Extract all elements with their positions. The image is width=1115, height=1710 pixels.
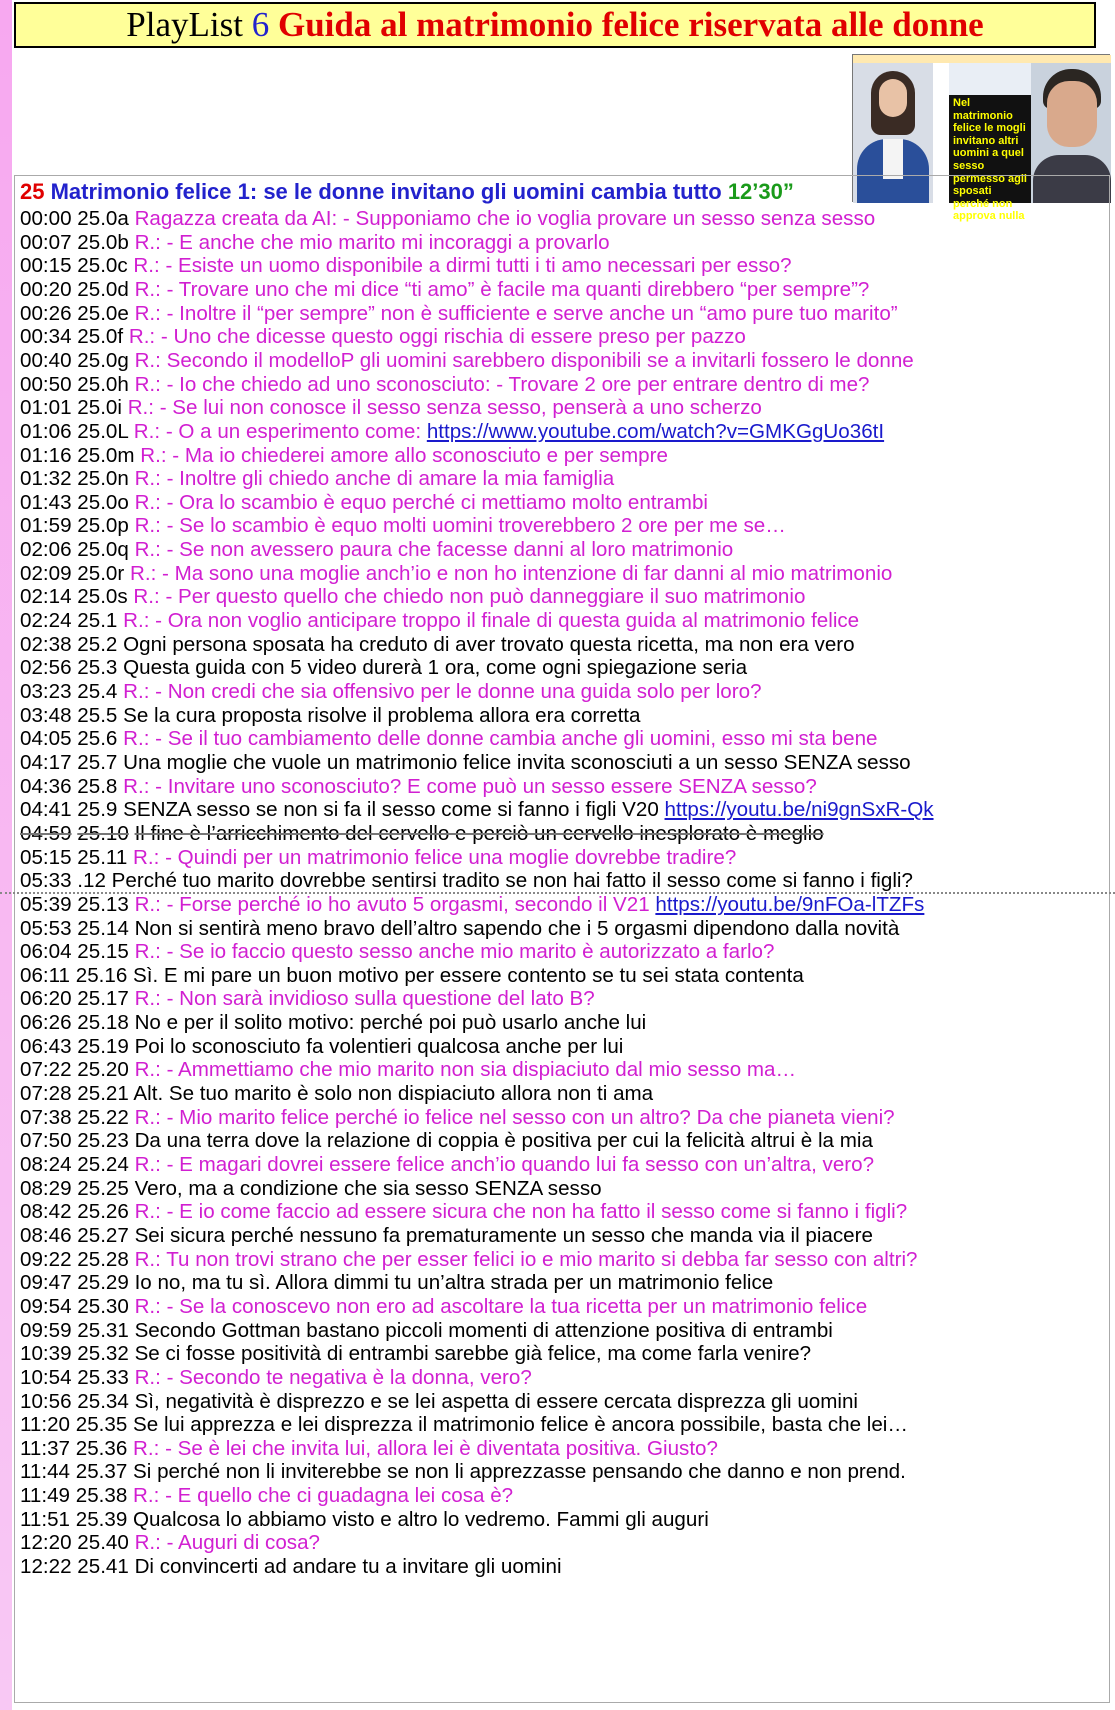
line-text: Di convincerti ad andare tu a invitare gli uomini (134, 1555, 562, 1579)
line-timestamp: 08:42 (20, 1200, 72, 1224)
transcript-line (20, 230, 1110, 255)
transcript-line (20, 443, 1110, 468)
line-code: 25.0r (77, 561, 125, 585)
transcript-line (20, 277, 1110, 302)
line-code: 25.4 (77, 680, 118, 703)
line-text: R.: - Se è lei che invita lui, allora lei è diventata positiva. Giusto? (133, 1436, 718, 1460)
line-code: 25.29 (77, 1271, 129, 1295)
line-code: 25.0L (77, 419, 129, 443)
transcript-line (20, 1483, 1110, 1508)
line-text: R.: - E magari dovrei essere felice anch’io quando lui fa sesso con un’altra, vero? (134, 1153, 875, 1176)
line-timestamp: 03:23 (20, 680, 72, 703)
line-code: 25.25 (77, 1176, 129, 1200)
line-timestamp: 08:29 (20, 1176, 72, 1200)
line-code: 25.7 (77, 750, 118, 774)
transcript-line (20, 1412, 1110, 1437)
transcript-line (20, 986, 1110, 1011)
line-text: Perché tuo marito dovrebbe sentirsi tradito se non hai fatto il sesso come si fanno i figli? (111, 869, 913, 893)
line-timestamp: 03:48 (20, 703, 72, 727)
line-text: R.: - E quello che ci guadagna lei cosa è? (133, 1484, 514, 1508)
man-face (1047, 81, 1097, 147)
title-number: 6 (251, 5, 270, 44)
line-timestamp: 07:50 (20, 1129, 72, 1153)
line-text: R.: - O a un esperimento come: (133, 419, 427, 443)
transcript-line (20, 1530, 1110, 1555)
line-text: Questa guida con 5 video durerà 1 ora, come ogni spiegazione seria (123, 656, 748, 680)
line-timestamp: 07:22 (20, 1058, 72, 1082)
line-text: Secondo Gottman bastano piccoli momenti di attenzione positiva di entrambi (134, 1318, 833, 1342)
transcript-line (20, 1105, 1110, 1130)
line-text: Sì. E mi pare un buon motivo per essere contento se tu sei stata contenta (133, 963, 804, 987)
line-timestamp: 00:34 (20, 325, 72, 349)
line-timestamp: 06:26 (20, 1011, 72, 1035)
transcript-line (20, 1223, 1110, 1248)
line-code: 25.31 (77, 1318, 129, 1342)
line-timestamp: 11:37 (20, 1436, 71, 1460)
transcript-line (20, 206, 1110, 231)
heading-text: Matrimonio felice 1: se le donne invitano gli uomini cambia tutto (50, 179, 722, 204)
transcript-line (20, 466, 1110, 491)
line-code: 25.32 (77, 1342, 129, 1366)
line-timestamp: 04:41 (20, 798, 72, 822)
line-timestamp: 12:22 (20, 1555, 72, 1579)
transcript-line (20, 726, 1110, 751)
line-timestamp: 02:24 (20, 609, 72, 633)
left-color-band (0, 0, 12, 1710)
transcript-line (20, 1057, 1110, 1082)
line-code: 25.14 (77, 916, 129, 940)
line-code: 25.0p (77, 514, 129, 538)
line-timestamp: 06:04 (20, 940, 72, 964)
heading-duration: 12’30” (727, 179, 794, 204)
line-timestamp: 04:05 (20, 727, 72, 751)
line-timestamp: 02:14 (20, 585, 72, 609)
title-prefix: PlayList (126, 5, 243, 44)
line-text: R.: - Mio marito felice perché io felice nel sesso con un altro? Da che pianeta vieni? (134, 1105, 895, 1129)
line-text: Non si sentirà meno bravo dell’altro sapendo che i 5 orgasmi dipendono dalla novità (134, 916, 900, 940)
line-text: R.: - Se non avessero paura che facesse danni al loro matrimonio (134, 538, 734, 562)
transcript-line (20, 608, 1110, 633)
line-code: 25.0m (77, 443, 135, 467)
line-text: Sì, negatività è disprezzo e se lei aspetta di essere cercata disprezza gli uomini (134, 1389, 859, 1413)
line-text: Qualcosa lo abbiamo visto e altro lo vedremo. Fammi gli auguri (133, 1507, 709, 1531)
transcript-line (20, 584, 1110, 609)
transcript-line (20, 324, 1110, 349)
line-text: R.: - Secondo te negativa è la donna, vero? (134, 1365, 532, 1389)
transcript-line (20, 537, 1110, 562)
video-link[interactable]: https://youtu.be/ni9gnSxR-Qk (664, 798, 934, 822)
transcript-line (20, 348, 1110, 373)
transcript-line (20, 797, 1110, 822)
line-code: 25.0f (77, 325, 124, 349)
transcript-line (20, 1081, 1110, 1106)
line-text: Ogni persona sposata ha creduto di aver trovato questa ricetta, ma non era vero (123, 632, 855, 656)
line-code: 25.35 (75, 1413, 128, 1437)
line-code: 25.36 (75, 1436, 128, 1460)
line-code: 25.33 (77, 1365, 129, 1389)
transcript-line (20, 1034, 1110, 1059)
line-code: 25.2 (77, 632, 118, 656)
line-text: R.: - Forse perché io ho avuto 5 orgasmi, secondo il V21 (134, 892, 656, 916)
line-text: R.: - Ma sono una moglie anch’io e non ho intenzione di far danni al mio matrimonio (129, 561, 893, 585)
line-code: 25.0i (77, 396, 122, 420)
line-timestamp: 08:24 (20, 1153, 72, 1176)
transcript-line (20, 1010, 1110, 1035)
line-code: 25.37 (75, 1460, 128, 1484)
transcript-line (20, 1176, 1110, 1201)
transcript-line (20, 1270, 1110, 1295)
transcript-line (20, 868, 1110, 893)
thumbnail-caption: Nel matrimonio felice le mogli invitano altri uomini a quel sesso permesso agli sposati perché non approva nulla (953, 97, 1027, 223)
transcript-line (20, 395, 1110, 420)
title-text: Guida al matrimonio felice riservata alle donne (277, 5, 984, 44)
line-timestamp: 11:20 (20, 1413, 71, 1437)
line-code: 25.0g (77, 348, 129, 372)
line-text: R.: - Se lo scambio è equo molti uomini troverebbero 2 ore per me se… (134, 514, 786, 538)
line-code: 25.41 (77, 1555, 129, 1579)
transcript-line (20, 821, 1110, 846)
line-code: 25.40 (77, 1531, 129, 1555)
line-code: 25.23 (77, 1129, 129, 1153)
line-timestamp: 04:17 (20, 750, 72, 774)
line-timestamp: 01:06 (20, 419, 72, 443)
transcript-line (20, 1318, 1110, 1343)
transcript-line (20, 301, 1110, 326)
line-code: 25.8 (77, 774, 118, 798)
video-link[interactable]: https://youtu.be/9nFOa-lTZFs (655, 892, 925, 916)
line-timestamp: 07:38 (20, 1105, 72, 1129)
line-text: R.: - Ammettiamo che mio marito non sia dispiaciuto dal mio sesso ma… (134, 1058, 797, 1082)
transcript-line (20, 490, 1110, 515)
line-code: 25.0n (77, 467, 129, 491)
line-timestamp: 06:20 (20, 987, 72, 1011)
line-code: 25.19 (77, 1034, 129, 1058)
line-code: 25.0q (77, 538, 129, 562)
transcript-line (20, 1365, 1110, 1390)
line-timestamp: 02:06 (20, 538, 72, 562)
line-text: Si perché non li inviterebbe se non li apprezzasse pensando che danno e non prend. (133, 1460, 906, 1484)
transcript-line (20, 703, 1110, 728)
line-code: 25.0a (77, 207, 129, 230)
transcript-line (20, 513, 1110, 538)
line-text: Se lui apprezza e lei disprezza il matrimonio felice è ancora possibile, basta che lei… (133, 1413, 908, 1437)
line-text: R.: - Esiste un uomo disponibile a dirmi tutti i ti amo necessari per esso? (133, 254, 792, 278)
transcript-line (20, 845, 1110, 870)
line-text: R.: - E io come faccio ad essere sicura che non ha fatto il sesso come si fanno i figli? (134, 1200, 908, 1224)
line-code: 25.11 (77, 845, 128, 869)
line-text: R.: - Non credi che sia offensivo per le donne una guida solo per loro? (123, 680, 762, 703)
line-timestamp: 10:56 (20, 1389, 72, 1413)
line-code: 25.9 (77, 798, 118, 822)
line-timestamp: 00:07 (20, 230, 72, 254)
line-text: R.: - Ma io chiederei amore allo sconosciuto e per sempre (140, 443, 668, 467)
line-timestamp: 11:51 (20, 1507, 71, 1531)
line-timestamp: 11:49 (20, 1484, 71, 1508)
line-timestamp: 09:59 (20, 1318, 72, 1342)
line-timestamp: 00:15 (20, 254, 72, 278)
line-timestamp: 04:36 (20, 774, 72, 798)
line-code: 25.24 (77, 1153, 129, 1176)
line-code: 25.0e (77, 301, 129, 325)
line-text: R.: - Se il tuo cambiamento delle donne cambia anche gli uomini, esso mi sta bene (123, 727, 878, 751)
transcript-line (20, 372, 1110, 397)
line-timestamp: 09:22 (20, 1247, 72, 1271)
line-code: 25.0o (77, 490, 129, 514)
page-title (14, 2, 1096, 48)
line-text: R.: - Inoltre gli chiedo anche di amare la mia famiglia (134, 467, 615, 491)
line-text: Il fine è l’arricchimento del cervello e perciò un cervello inesplorato è meglio (134, 821, 824, 845)
line-text: R.: - Se lui non conosce il sesso senza sesso, penserà a uno scherzo (127, 396, 762, 420)
dotted-separator (0, 892, 1115, 894)
thumbnail-top-strip (853, 55, 1111, 63)
line-timestamp: 11:44 (20, 1460, 71, 1484)
line-text: Vero, ma a condizione che sia sesso SENZA sesso (134, 1176, 602, 1200)
line-code: .12 (77, 869, 106, 893)
line-timestamp: 09:47 (20, 1271, 72, 1295)
line-text: Da una terra dove la relazione di coppia è positiva per cui la felicità altrui è la mia (134, 1129, 873, 1153)
line-text: Sei sicura perché nessuno fa prematuramente un sesso che manda via il piacere (134, 1223, 873, 1247)
transcript-line (20, 1199, 1110, 1224)
transcript-line (20, 253, 1110, 278)
line-text: R.: - Ora lo scambio è equo perché ci mettiamo molto entrambi (134, 490, 708, 514)
line-timestamp: 12:20 (20, 1531, 72, 1555)
transcript-line (20, 774, 1110, 799)
line-text: R.: - Ora non voglio anticipare troppo il finale di questa guida al matrimonio felice (123, 609, 860, 633)
line-timestamp: 04:59 (20, 821, 72, 845)
line-code: 25.0h (77, 372, 129, 396)
line-text: R.: Secondo il modelloP gli uomini sarebbero disponibili se a invitarli fossero le donne (134, 348, 914, 372)
transcript-line (20, 750, 1110, 775)
transcript-line (20, 916, 1110, 941)
transcript-line (20, 1389, 1110, 1414)
line-text: R.: - Non sarà invidioso sulla questione del lato B? (134, 987, 595, 1011)
line-timestamp: 02:09 (20, 561, 72, 585)
line-timestamp: 10:39 (20, 1342, 72, 1366)
line-timestamp: 01:01 (20, 396, 72, 420)
line-timestamp: 10:54 (20, 1365, 72, 1389)
line-timestamp: 01:16 (20, 443, 72, 467)
line-code: 25.17 (77, 987, 129, 1011)
line-timestamp: 06:43 (20, 1034, 72, 1058)
line-code: 25.13 (77, 892, 129, 916)
line-code: 25.1 (77, 609, 124, 633)
line-timestamp: 09:54 (20, 1294, 72, 1318)
line-code: 25.30 (77, 1294, 129, 1318)
transcript-line (20, 1436, 1110, 1461)
line-text: SENZA sesso se non si fa il sesso come si fanno i figli V20 (123, 798, 665, 822)
line-code: 25.20 (77, 1058, 129, 1082)
line-code: 25.27 (77, 1223, 129, 1247)
line-text: R.: - Se la conoscevo non ero ad ascoltare la tua ricetta per un matrimonio felice (134, 1294, 868, 1318)
line-text: Se la cura proposta risolve il problema allora era corretta (123, 703, 641, 727)
woman-shirt (883, 139, 903, 179)
line-code: 25.39 (75, 1507, 128, 1531)
line-timestamp: 02:38 (20, 632, 72, 656)
line-text: R.: - Se io faccio questo sesso anche mio marito è autorizzato a farlo? (134, 940, 775, 964)
line-text: Una moglie che vuole un matrimonio felice invita sconosciuti a un sesso SENZA sesso (123, 750, 911, 774)
line-text: R.: - Per questo quello che chiedo non può danneggiare il suo matrimonio (133, 585, 806, 609)
transcript-line (20, 1507, 1110, 1532)
line-text: R.: - Invitare uno sconosciuto? E come può un sesso essere SENZA sesso? (123, 774, 817, 798)
line-timestamp: 01:43 (20, 490, 72, 514)
transcript-line (20, 1128, 1110, 1153)
line-text: R.: - Uno che dicesse questo oggi rischia di essere preso per pazzo (128, 325, 746, 349)
line-text: R.: - Inoltre il “per sempre” non è sufficiente e serve anche un “amo pure tuo marito” (134, 301, 898, 325)
line-timestamp: 05:33 (20, 869, 72, 893)
transcript-line (20, 632, 1110, 657)
line-text: R.: - Auguri di cosa? (134, 1531, 320, 1555)
line-timestamp: 00:26 (20, 301, 72, 325)
heading-number: 25 (20, 179, 45, 204)
transcript-line (20, 1341, 1110, 1366)
line-code: 25.22 (77, 1105, 129, 1129)
line-timestamp: 05:53 (20, 916, 72, 940)
transcript-line (20, 892, 1110, 917)
line-text: R.: - Io che chiedo ad uno sconosciuto: - Trovare 2 ore per entrare dentro di me? (134, 372, 870, 396)
line-timestamp: 02:56 (20, 656, 72, 680)
transcript-line (20, 939, 1110, 964)
woman-face (879, 79, 907, 117)
line-timestamp: 01:32 (20, 467, 72, 491)
line-timestamp: 00:40 (20, 348, 72, 372)
line-text: R.: - E anche che mio marito mi incoraggi a provarlo (134, 230, 610, 254)
transcript-line (20, 1554, 1110, 1579)
line-code: 25.0s (77, 585, 128, 609)
line-text: No e per il solito motivo: perché poi può usarlo anche lui (134, 1011, 647, 1035)
video-link[interactable]: https://www.youtube.com/watch?v=GMKGgUo36tI (426, 419, 885, 443)
line-text: Poi lo sconosciuto fa volentieri qualcosa anche per lui (134, 1034, 624, 1058)
transcript-line (20, 1247, 1110, 1272)
line-code: 25.10 (77, 821, 129, 845)
transcript-line (20, 1459, 1110, 1484)
line-text: R.: - Quindi per un matrimonio felice una moglie dovrebbe tradire? (133, 845, 737, 869)
line-timestamp: 08:46 (20, 1223, 72, 1247)
transcript-line (20, 963, 1110, 988)
line-timestamp: 07:28 (20, 1082, 72, 1106)
line-code: 25.18 (77, 1011, 129, 1035)
transcript-line (20, 655, 1110, 680)
line-text: R.: - Trovare uno che mi dice “ti amo” è facile ma quanti direbbero “per sempre”? (134, 277, 870, 301)
line-text: R.: Tu non trovi strano che per esser felici io e mio marito si debba far sesso con altri? (134, 1247, 918, 1271)
line-code: 25.6 (77, 727, 118, 751)
line-code: 25.3 (77, 656, 118, 680)
line-text: Io no, ma tu sì. Allora dimmi tu un’altra strada per un matrimonio felice (134, 1271, 774, 1295)
line-timestamp: 00:00 (20, 207, 72, 230)
transcript-line (20, 561, 1110, 586)
section-heading (20, 178, 794, 205)
line-timestamp: 05:15 (20, 845, 72, 869)
line-code: 25.5 (77, 703, 118, 727)
line-timestamp: 01:59 (20, 514, 72, 538)
transcript-line (20, 1152, 1110, 1177)
line-timestamp: 00:20 (20, 277, 72, 301)
line-text: Se ci fosse positività di entrambi sarebbe già felice, ma come farla venire? (134, 1342, 812, 1366)
line-text: Ragazza creata da AI: - Supponiamo che io voglia provare un sesso senza sesso (134, 207, 876, 230)
line-code: 25.21 (77, 1082, 129, 1106)
line-code: 25.15 (77, 940, 129, 964)
line-code: 25.34 (77, 1389, 129, 1413)
line-code: 25.0b (77, 230, 129, 254)
line-text: Alt. Se tuo marito è solo non dispiaciuto allora non ti ama (133, 1082, 654, 1106)
transcript-line (20, 679, 1110, 704)
line-code: 25.26 (77, 1200, 129, 1224)
line-timestamp: 05:39 (20, 892, 72, 916)
line-code: 25.28 (77, 1247, 129, 1271)
transcript-line (20, 419, 1110, 444)
line-timestamp: 00:50 (20, 372, 72, 396)
line-code: 25.16 (75, 963, 128, 987)
line-code: 25.0d (77, 277, 129, 301)
line-code: 25.38 (75, 1484, 128, 1508)
line-code: 25.0c (77, 254, 128, 278)
transcript-line (20, 1294, 1110, 1319)
line-timestamp: 06:11 (20, 963, 71, 987)
